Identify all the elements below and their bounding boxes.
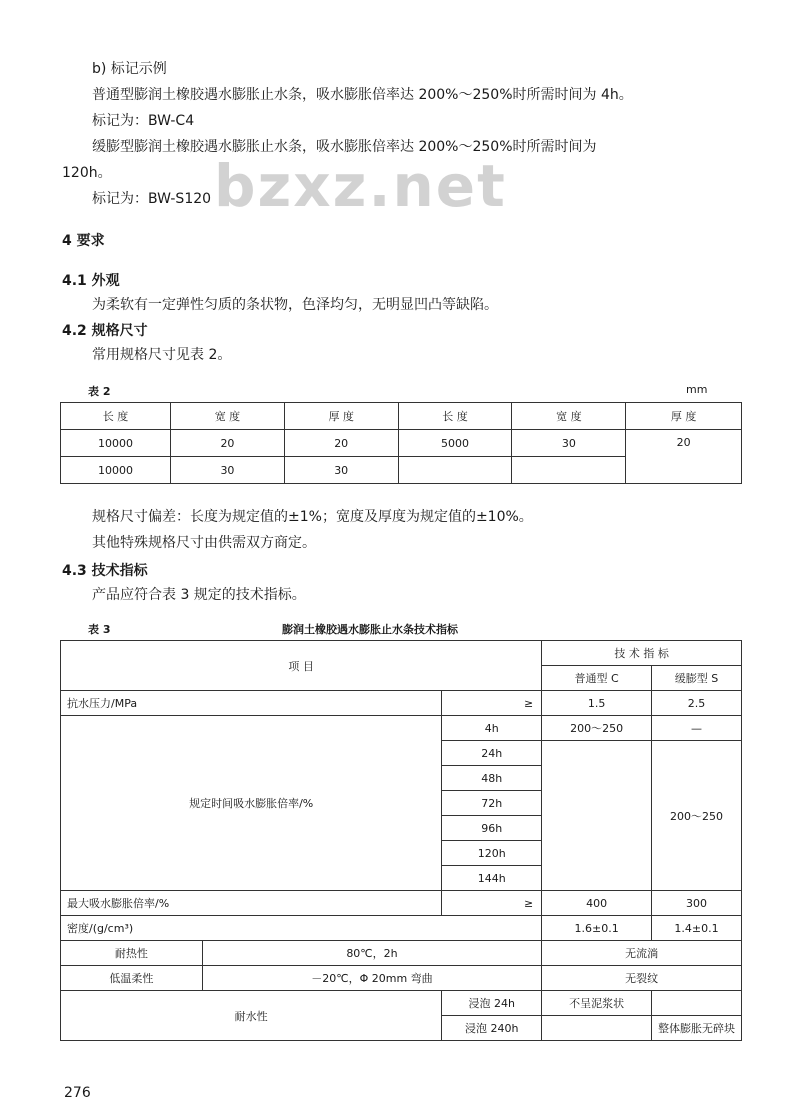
table-cell: ≥ <box>442 691 542 716</box>
table-row <box>61 430 742 457</box>
table-cell: 144h <box>442 866 542 891</box>
table-cell: 浸泡 24h <box>442 991 542 1016</box>
table-cell: 96h <box>442 816 542 841</box>
table-cell: 200～250 <box>542 716 652 741</box>
table-row <box>61 691 742 716</box>
table-cell: 30 <box>171 457 285 484</box>
table-cell: 48h <box>442 766 542 791</box>
table-cell <box>542 1016 652 1041</box>
section-4-title: 4 要求 <box>62 233 105 249</box>
table-cell: ≥ <box>442 891 542 916</box>
table-cell: 80℃，2h <box>202 941 541 966</box>
table-cell: 1.5 <box>542 691 652 716</box>
table-cell: 1.6±0.1 <box>542 916 652 941</box>
section-4-1-title: 4.1 外观 <box>62 273 120 289</box>
table-3-item-header: 项 目 <box>61 641 542 691</box>
section-4-2-title: 4.2 规格尺寸 <box>62 323 148 339</box>
size-deviation-text: 规格尺寸偏差：长度为规定值的±1%；宽度及厚度为规定值的±10%。 <box>92 509 533 525</box>
table-2-unit: mm <box>686 383 708 396</box>
table-cell: 耐热性 <box>61 941 203 966</box>
example-heading: b) 标记示例 <box>92 61 167 77</box>
table-row <box>61 716 742 741</box>
table-2-header: 长 度 <box>61 403 171 430</box>
section-4-3-title: 4.3 技术指标 <box>62 563 148 579</box>
section-4-2-text: 常用规格尺寸见表 2。 <box>92 347 232 363</box>
table-3 <box>60 640 742 1041</box>
special-size-text: 其他特殊规格尺寸由供需双方商定。 <box>92 535 316 551</box>
section-4-3-text: 产品应符合表 3 规定的技术指标。 <box>92 587 306 603</box>
table-cell: 低温柔性 <box>61 966 203 991</box>
table-cell: 5000 <box>398 430 512 457</box>
table-cell <box>512 457 626 484</box>
table-cell: 400 <box>542 891 652 916</box>
table-cell: 10000 <box>61 457 171 484</box>
table-cell: 20 <box>626 430 742 484</box>
table-cell: 20 <box>171 430 285 457</box>
table-2-header: 厚 度 <box>284 403 398 430</box>
table-cell: 浸泡 240h <box>442 1016 542 1041</box>
table-2-header: 厚 度 <box>626 403 742 430</box>
table-2-header: 长 度 <box>398 403 512 430</box>
table-cell: 规定时间吸水膨胀倍率/% <box>61 716 442 891</box>
table-cell: 300 <box>652 891 742 916</box>
table-cell: 30 <box>284 457 398 484</box>
example-line-2: 标记为：BW-C4 <box>92 113 195 129</box>
table-cell: 无裂纹 <box>542 966 742 991</box>
table-2 <box>60 402 742 484</box>
table-row <box>61 641 742 666</box>
example-line-3: 缓膨型膨润土橡胶遇水膨胀止水条，吸水膨胀倍率达 200%～250%时所需时间为 <box>92 139 597 155</box>
table-cell: 不呈泥浆状 <box>542 991 652 1016</box>
table-3-label: 表 3 <box>88 623 111 636</box>
table-cell: 最大吸水膨胀倍率/% <box>61 891 442 916</box>
table-row <box>61 403 742 430</box>
table-row <box>61 891 742 916</box>
table-3-index-header: 技 术 指 标 <box>542 641 742 666</box>
table-cell: 30 <box>512 430 626 457</box>
table-3-title: 膨润土橡胶遇水膨胀止水条技术指标 <box>282 623 458 636</box>
table-row <box>61 941 742 966</box>
table-2-label: 表 2 <box>88 385 111 398</box>
table-cell: 整体膨胀无碎块 <box>652 1016 742 1041</box>
example-line-3-cont: 120h。 <box>62 165 112 181</box>
table-3-col-s: 缓膨型 S <box>652 666 742 691</box>
table-cell: 200～250 <box>652 741 742 891</box>
table-cell: 密度/(g/cm³) <box>61 916 542 941</box>
table-cell: 20 <box>284 430 398 457</box>
table-cell: －20℃，Φ 20mm 弯曲 <box>202 966 541 991</box>
table-cell: 1.4±0.1 <box>652 916 742 941</box>
table-cell <box>542 741 652 891</box>
table-cell: 72h <box>442 791 542 816</box>
example-line-1: 普通型膨润土橡胶遇水膨胀止水条，吸水膨胀倍率达 200%～250%时所需时间为 4h。 <box>92 87 633 103</box>
section-4-1-text: 为柔软有一定弹性匀质的条状物，色泽均匀，无明显凹凸等缺陷。 <box>92 297 498 313</box>
table-cell: 抗水压力/MPa <box>61 691 442 716</box>
table-cell: 无流淌 <box>542 941 742 966</box>
table-row <box>61 966 742 991</box>
table-row <box>61 916 742 941</box>
example-line-4: 标记为：BW-S120 <box>92 191 212 207</box>
table-3-col-c: 普通型 C <box>542 666 652 691</box>
table-cell: 10000 <box>61 430 171 457</box>
table-cell: 耐水性 <box>61 991 442 1041</box>
table-cell <box>652 991 742 1016</box>
table-2-header: 宽 度 <box>512 403 626 430</box>
table-cell: 2.5 <box>652 691 742 716</box>
table-row <box>61 991 742 1016</box>
table-cell: — <box>652 716 742 741</box>
page-number: 276 <box>64 1085 91 1101</box>
table-cell <box>398 457 512 484</box>
table-cell: 24h <box>442 741 542 766</box>
watermark: bzxz.net <box>214 152 507 220</box>
table-cell: 4h <box>442 716 542 741</box>
table-2-header: 宽 度 <box>171 403 285 430</box>
table-cell: 120h <box>442 841 542 866</box>
